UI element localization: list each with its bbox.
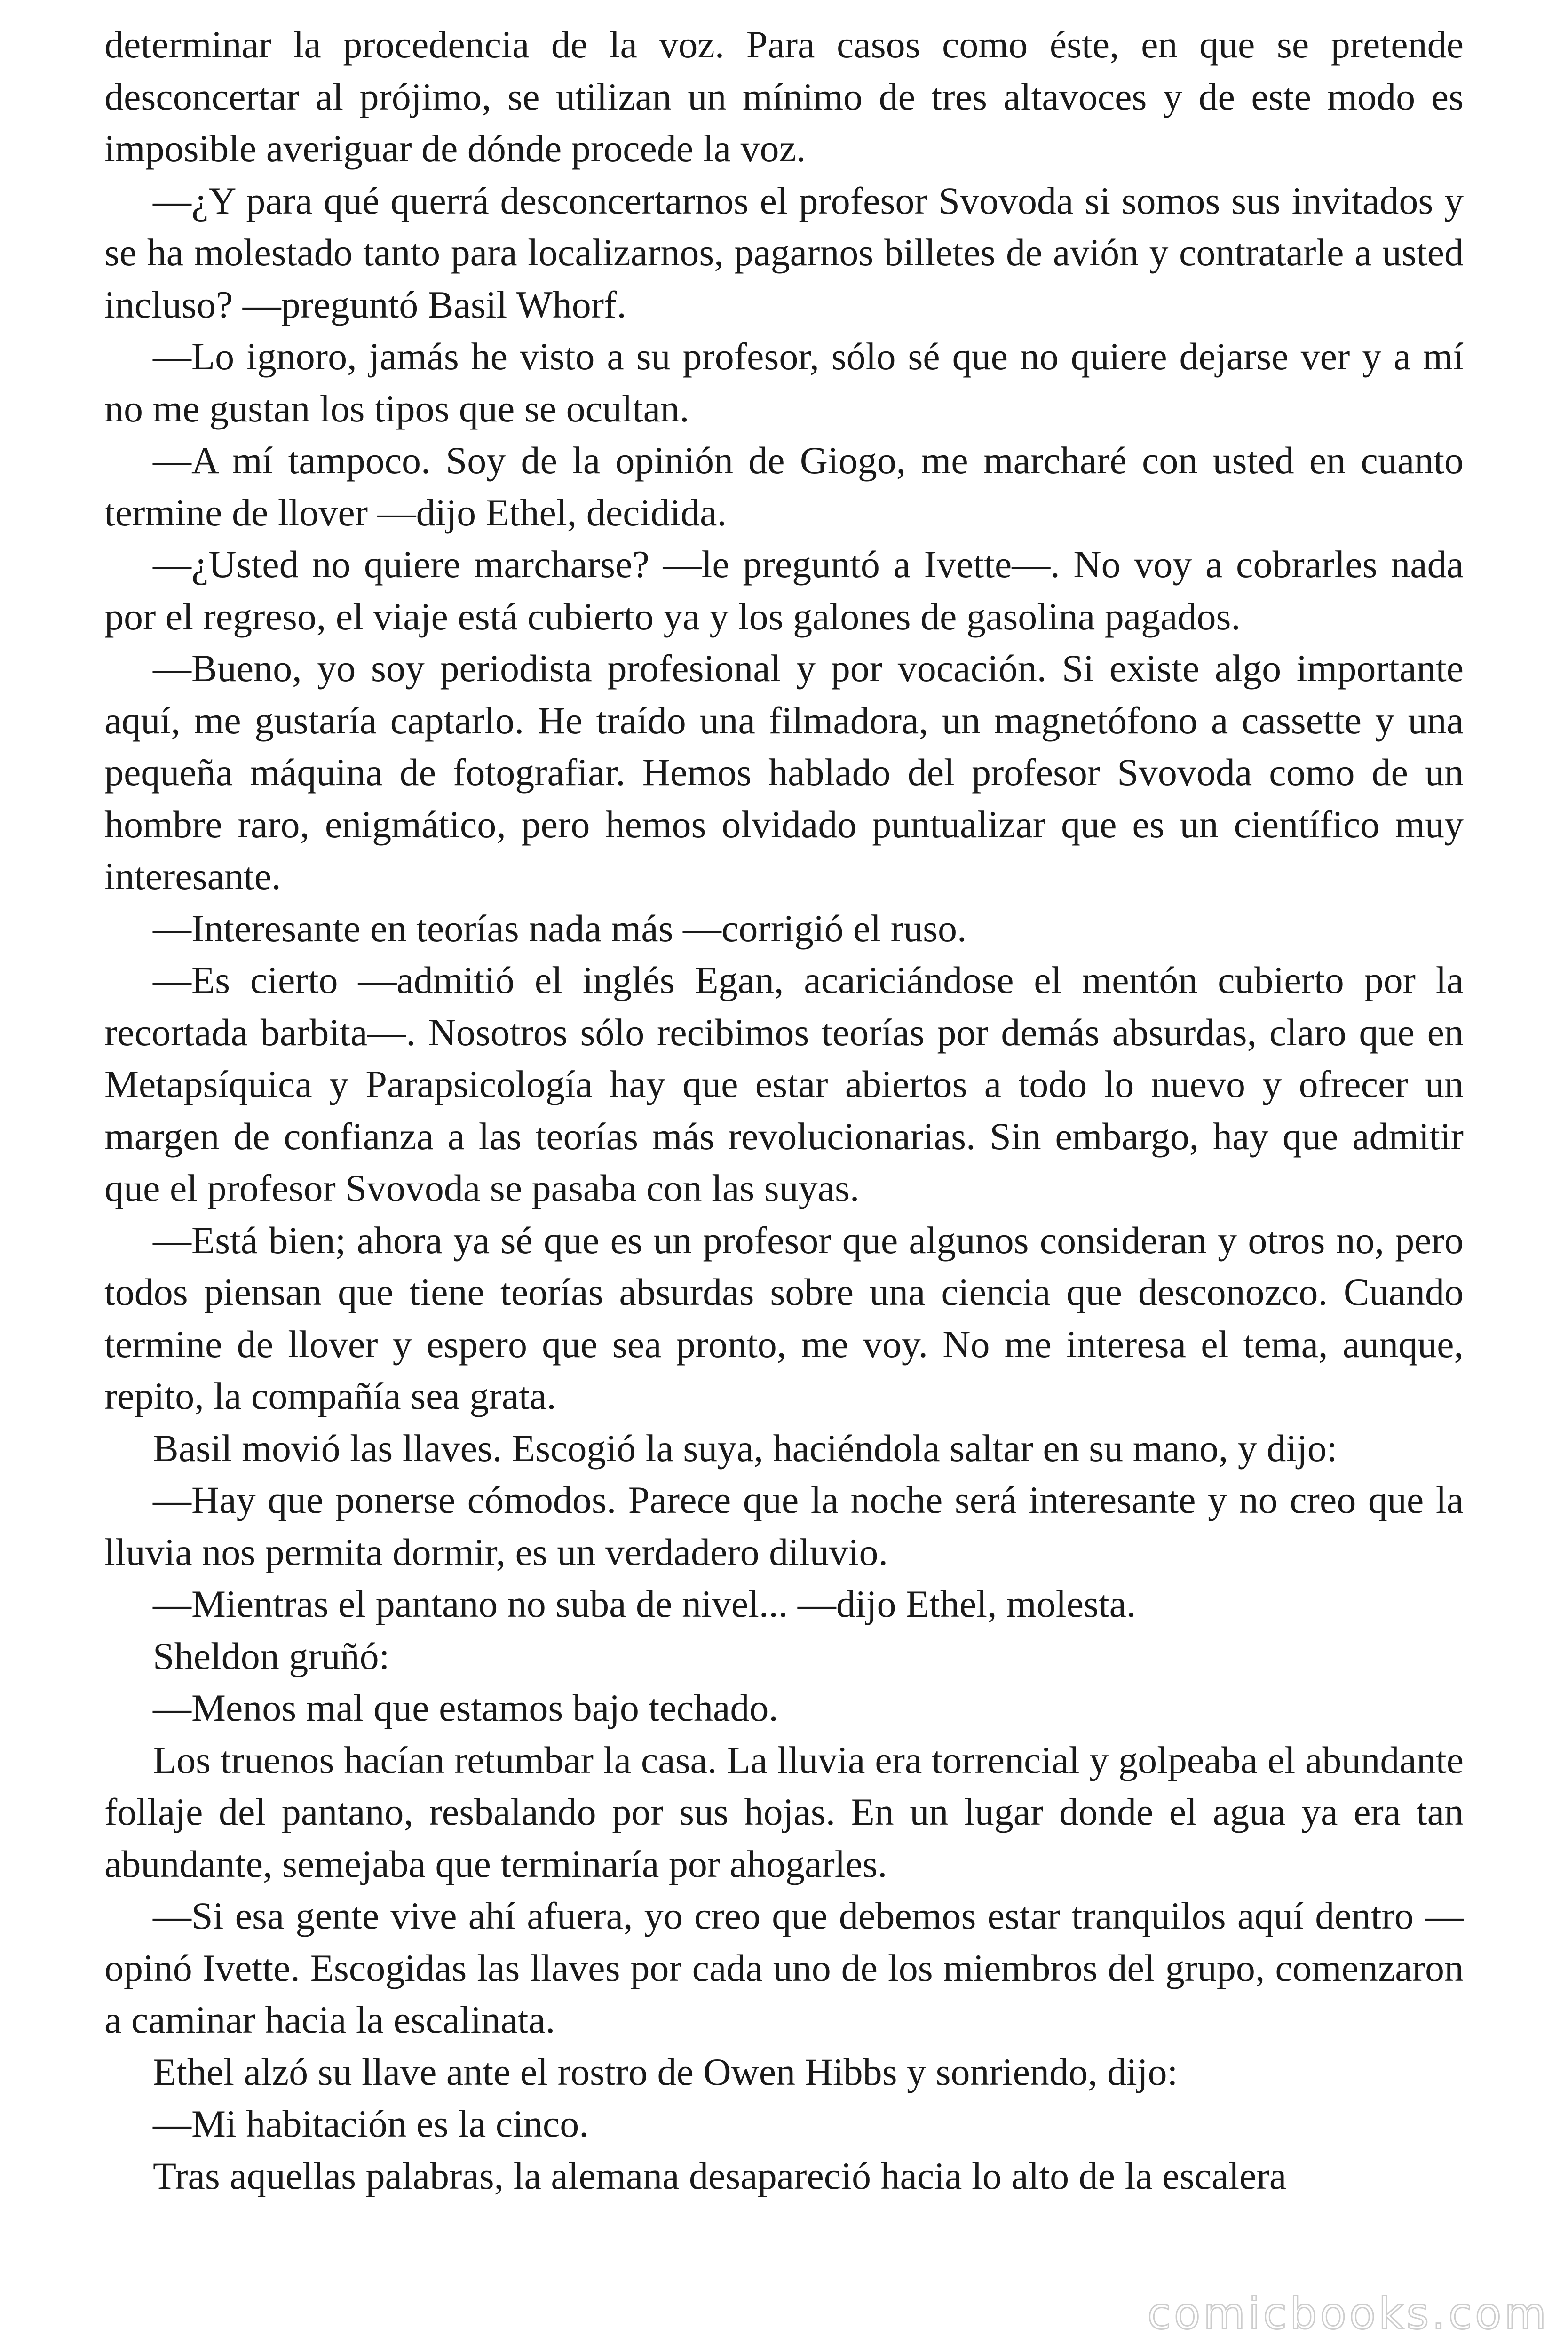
paragraph: —Interesante en teorías nada más —corrigió el ruso. <box>153 906 967 950</box>
paragraph: —Lo ignoro, jamás he visto a su profesor, sólo sé que no quiere dejarse ver y a mí no me gustan los tipos que se ocultan. <box>104 335 1464 430</box>
paragraph: —Mi habitación es la cinco. <box>153 2102 589 2145</box>
watermark: comicbooks.com <box>1147 2288 1549 2339</box>
paragraph: —Es cierto —admitió el inglés Egan, acariciándose el mentón cubierto por la recortada barbita—. Nosotros sólo recibimos teorías por demás absurdas, claro que en Metapsíquica y Parapsicología hay que estar abiertos a todo lo nuevo y ofrecer un margen de confianza a las teorías más revolucionarias. Sin embargo, hay que admitir que el profesor Svovoda se pasaba con las suyas. <box>104 959 1464 1209</box>
paragraph: —¿Usted no quiere marcharse? —le preguntó a Ivette—. No voy a cobrarles nada por el regreso, el viaje está cubierto ya y los galones de gasolina pagados. <box>104 543 1464 638</box>
paragraph: —Si esa gente vive ahí afuera, yo creo que debemos estar tranquilos aquí dentro —opinó Ivette. Escogidas las llaves por cada uno de los miembros del grupo, comenzaron a caminar hacia la escalinata. <box>104 1894 1464 2041</box>
paragraph: —Está bien; ahora ya sé que es un profesor que algunos consideran y otros no, pero todos piensan que tiene teorías absurdas sobre una ciencia que desconozco. Cuando termine de llover y espero que sea pronto, me voy. No me interesa el tema, aunque, repito, la compañía sea grata. <box>104 1218 1464 1417</box>
paragraph: determinar la procedencia de la voz. Para casos como éste, en que se pretende desconcertar al prójimo, se utilizan un mínimo de tres altavoces y de este modo es imposible averiguar de dónde procede la voz. <box>104 23 1464 170</box>
paragraph: —¿Y para qué querrá desconcertarnos el profesor Svovoda si somos sus invitados y se ha molestado tanto para localizarnos, pagarnos billetes de avión y contratarle a usted incluso? —preguntó Basil Whorf. <box>104 179 1464 326</box>
paragraph: —Hay que ponerse cómodos. Parece que la noche será interesante y no creo que la lluvia nos permita dormir, es un verdadero diluvio. <box>104 1478 1464 1573</box>
paragraph: —Menos mal que estamos bajo techado. <box>153 1686 778 1729</box>
paragraph: Sheldon gruñó: <box>153 1634 390 1677</box>
book-page <box>104 19 1464 2202</box>
paragraph: Ethel alzó su llave ante el rostro de Owen Hibbs y sonriendo, dijo: <box>153 2050 1178 2093</box>
paragraph: —Mientras el pantano no suba de nivel... —dijo Ethel, molesta. <box>153 1582 1136 1625</box>
paragraph: —Bueno, yo soy periodista profesional y por vocación. Si existe algo importante aquí, me gustaría captarlo. He traído una filmadora, un magnetófono a cassette y una pequeña máquina de fotografiar. Hemos hablado del profesor Svovoda como de un hombre raro, enigmático, pero hemos olvidado puntualizar que es un científico muy interesante. <box>104 647 1464 898</box>
paragraph: Basil movió las llaves. Escogió la suya, haciéndola saltar en su mano, y dijo: <box>153 1426 1338 1470</box>
paragraph: Tras aquellas palabras, la alemana desapareció hacia lo alto de la escalera <box>153 2154 1287 2197</box>
paragraph: Los truenos hacían retumbar la casa. La lluvia era torrencial y golpeaba el abundante follaje del pantano, resbalando por sus hojas. En un lugar donde el agua ya era tan abundante, semejaba que terminaría por ahogarles. <box>104 1738 1464 1885</box>
paragraph: —A mí tampoco. Soy de la opinión de Giogo, me marcharé con usted en cuanto termine de llover —dijo Ethel, decidida. <box>104 439 1464 534</box>
